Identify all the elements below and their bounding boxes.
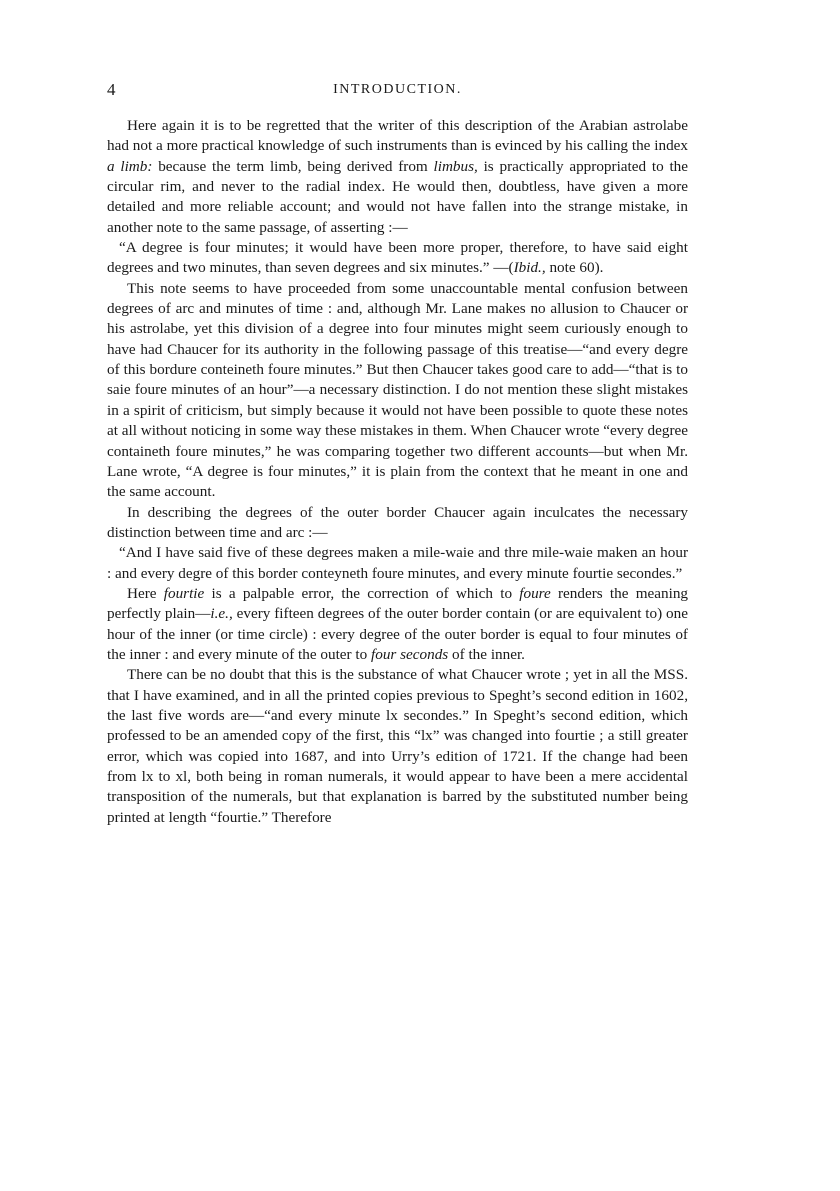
text-run: There can be no doubt that this is the substance of what Chaucer wrote ; yet in all the MSS. that I have examined, and in all the printed copies previous to Speght’s second edition in 1602, the last five words are—“and every minute lx secondes.” In Speght’s second edition, which professed to be an amended copy of the first, this “lx” was changed into fourtie ; a still greater error, which was copied into 1687, and into Urry’s edition of 1721. If the change had been from lx to xl, both being in roman numerals, it would appear to have been a mere accidental transposition of the numerals, but that explanation is barred by the substituted number being printed at length “fourtie.” Therefore — [107, 666, 688, 826]
quoted-paragraph — [107, 543, 688, 584]
text-run: note 60). — [545, 259, 604, 277]
running-head: INTRODUCTION. — [333, 82, 462, 97]
paragraph — [107, 665, 688, 828]
text-run: In describing the degrees of the outer border Chaucer again inculcates the necessary distinction between time and arc :— — [107, 503, 688, 541]
text-run: renders the meaning perfectly plain— — [107, 584, 689, 623]
text-run: Here again it is to be regretted that the writer of this description of the Arabian astrolabe had not a more practical knowledge of such instruments than is evinced by his calling the index — [107, 117, 688, 155]
paragraph — [107, 584, 688, 665]
text-run: “And I have said five of these degrees maken a mile-waie and thre mile-waie maken an hour : and every degre of this border conteyneth foure minutes, and every minute fourtie secondes.” — [107, 544, 688, 582]
italic-text: limbus, — [433, 157, 478, 175]
italic-text: a limb: — [107, 157, 153, 175]
text-run: is practically appropriated to the circular rim, and never to the radial index. He would then, doubtless, have given a more detailed and more reliable account; and would not have fallen into the strange mistake, in another note to the same passage, of asserting :— — [107, 157, 688, 236]
text-run: This note seems to have proceeded from some unaccountable mental confusion between degrees of arc and minutes of time : and, although Mr. Lane makes no allusion to Chaucer or his astrolabe, yet this division of a degree into four minutes might seem curiously enough to have had Chaucer for its authority in the following passage of this treatise—“and every degre of this bordure conteineth foure minutes.” But then Chaucer takes good care to add—“that is to saie foure minutes of an hour”—a necessary distinction. I do not mention these slight mistakes in a spirit of criticism, but simply because it would not have been possible to quote these notes at all without noticing in some way these mistakes in them. When Chaucer wrote “every degree containeth foure minutes,” he was comparing together two different accounts—but when Mr. Lane wrote, “A degree is four minutes,” it is plain from the context that he meant in one and the same account. — [107, 279, 688, 501]
paragraph — [107, 503, 688, 544]
page-number: 4 — [107, 80, 117, 99]
page-header — [107, 72, 688, 98]
italic-text: i.e., — [210, 605, 233, 623]
paragraph — [107, 116, 688, 238]
text-run: “A degree is four minutes; it would have been more proper, therefore, to have said eight degrees and two minutes, than seven degrees and six minutes.” —( — [107, 239, 688, 277]
italic-text: Ibid., — [513, 259, 546, 277]
text-run: of the inner. — [448, 645, 525, 663]
text-run: is a palpable error, the correction of which to — [204, 584, 520, 602]
italic-text: fourtie — [163, 584, 205, 602]
text-run: every fifteen degrees of the outer border contain (or are equivalent to) one hour of the inner (or time circle) : every degree of the outer border is equal to four minutes of the inner : and every minute of the outer to — [107, 605, 688, 663]
book-page — [107, 72, 688, 828]
text-run: Here — [127, 584, 164, 602]
paragraph — [107, 279, 688, 503]
quoted-paragraph — [107, 238, 688, 279]
body-text — [107, 116, 688, 828]
italic-text: four seconds — [371, 645, 449, 663]
italic-text: foure — [519, 584, 551, 602]
text-run: because the term limb, being derived from — [152, 157, 434, 175]
